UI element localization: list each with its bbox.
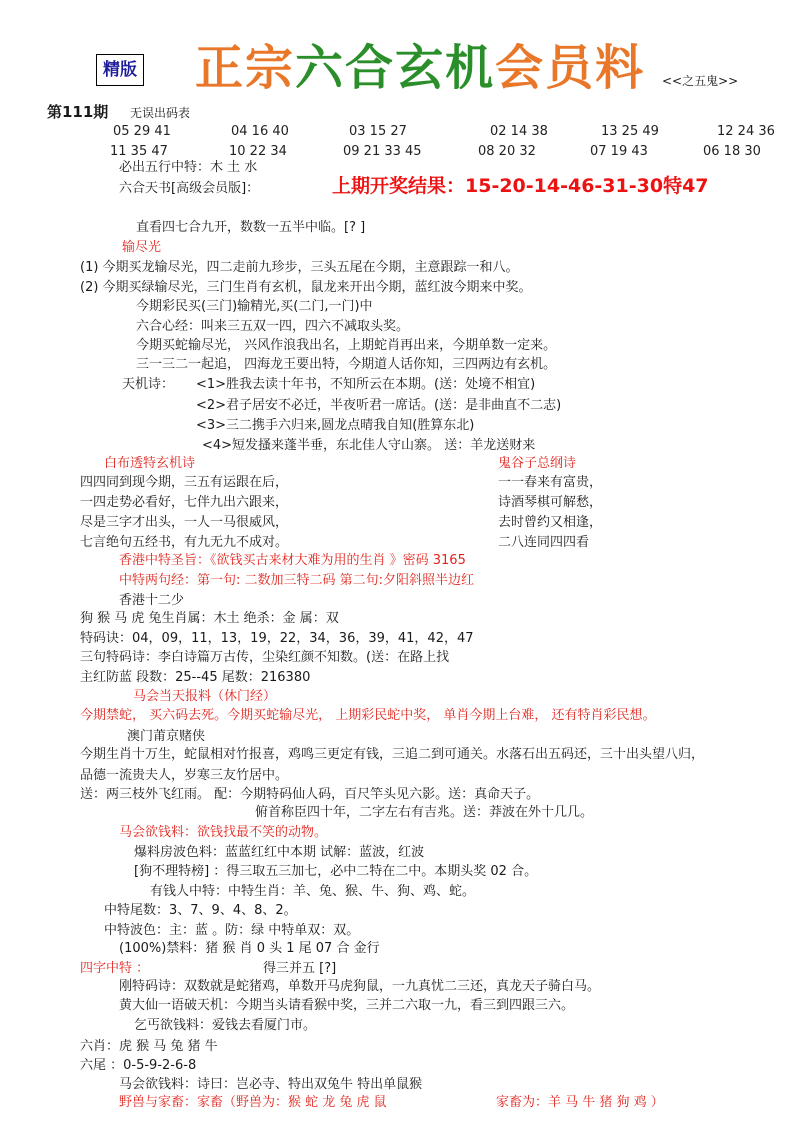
text-line: 六合心经：叫来三五双一四，四六不减取头奖。 bbox=[136, 319, 410, 334]
text-line: 俯首称臣四十年，二字左右有吉兆。送：莽波在外十几几。 bbox=[255, 805, 594, 820]
text-line: 六肖：虎 猴 马 兔 猪 牛 bbox=[80, 1039, 218, 1054]
title-char: 合 bbox=[345, 40, 396, 96]
subtitle: <<之五鬼>> bbox=[662, 74, 739, 88]
issue-number: 第111期 bbox=[47, 103, 109, 121]
text-line: 尽是三字才出头，一人一马很威风， bbox=[80, 515, 289, 530]
title-char: 玄 bbox=[395, 40, 446, 96]
text-line: 今期彩民买(三门)输精光,买(二门,一门)中 bbox=[136, 299, 373, 314]
text-line: 爆料房波色料：蓝蓝红红中本期 试解：蓝波，红波 bbox=[134, 845, 425, 860]
title-char: 机 bbox=[445, 40, 496, 96]
text-line: 品德一流贵夫人，岁寒三友竹居中。 bbox=[80, 768, 289, 783]
text-line: 有钱人中特：中特生肖：羊、兔、猴、牛、狗、鸡、蛇。 bbox=[150, 884, 476, 899]
text-line: 香港中特圣旨：《欲钱买古来材大难为用的生肖 》密码 3165 bbox=[119, 553, 466, 568]
text-line: 香港十二少 bbox=[119, 593, 185, 608]
text-line: 直看四七合九开，数数一五半中临。[? ] bbox=[136, 220, 366, 235]
number-cell: 09 21 33 45 bbox=[343, 144, 422, 159]
number-cell: 11 35 47 bbox=[110, 144, 168, 159]
number-cell: 04 16 40 bbox=[231, 124, 289, 139]
text-line: 三一三二一起追， 四海龙王要出特，今期道人话你知，三四两边有玄机。 bbox=[136, 357, 557, 372]
text-line: 必出五行中特：木 土 水 bbox=[119, 160, 258, 175]
text-line: 今期禁蛇， 买六码去死。今期买蛇输尽光， 上期彩民蛇中奖， 单肖今期上台难， 还有特肖彩民想。 bbox=[80, 708, 656, 723]
text-line: <2>君子居安不必迁，半夜听君一席话。(送：是非曲直不二志) bbox=[196, 398, 562, 413]
text-line: 天机诗： bbox=[122, 377, 175, 392]
text-line: 六尾 ：0-5-9-2-6-8 bbox=[80, 1058, 197, 1073]
badge: 精版 bbox=[96, 54, 144, 86]
text-line: 澳门莆京赌侠 bbox=[127, 729, 206, 744]
text-line: <4>短发搔来蓬半垂，东北佳人守山寨。 送：羊龙送财来 bbox=[202, 438, 536, 453]
text-line: 输尽光 bbox=[122, 240, 162, 255]
title-char: 料 bbox=[595, 40, 646, 96]
number-cell: 10 22 34 bbox=[229, 144, 287, 159]
text-line: 特码诀：04，09，11，13，19，22，34，36，39，41，42，47 bbox=[80, 631, 474, 646]
number-cell: 12 24 36 bbox=[717, 124, 775, 139]
title-char: 正 bbox=[195, 40, 246, 96]
text-line: 今期买蛇输尽光， 兴风作浪我出名，上期蛇肖再出来，今期单数一定来。 bbox=[136, 338, 557, 353]
text-line: 诗酒琴棋可解愁， bbox=[498, 495, 603, 510]
title-char: 宗 bbox=[245, 40, 296, 96]
text-line: <3>三二携手六归来,圆龙点晴我自知(胜算东北) bbox=[196, 418, 475, 433]
text-line: 一四走势必看好，七伴九出六跟来， bbox=[80, 495, 289, 510]
text-line: 乞丐欲钱料：爱钱去看厦门市。 bbox=[134, 1018, 317, 1033]
text-line: 黄大仙一语破天机：今期当头请看猴中奖，三并二六取一九，看三到四跟三六。 bbox=[119, 998, 575, 1013]
text-line: 六合天书[高级会员版]： bbox=[119, 181, 260, 196]
number-cell: 02 14 38 bbox=[490, 124, 548, 139]
number-cell: 13 25 49 bbox=[601, 124, 659, 139]
number-cell: 08 20 32 bbox=[478, 144, 536, 159]
no-miss-label: 无误出码表 bbox=[130, 106, 191, 120]
text-line: 马会欲钱料：欲钱找最不笑的动物。 bbox=[119, 825, 328, 840]
text-line: 四四同到现今期，三五有运跟在后， bbox=[80, 475, 289, 490]
text-line: 中特两句经：第一句: 二数加三特二码 第二句:夕阳斜照半边红 bbox=[119, 573, 475, 588]
text-line: 得三并五 [?] bbox=[263, 961, 337, 976]
title-char: 会 bbox=[495, 40, 546, 96]
text-line: 家畜为：羊 马 牛 猪 狗 鸡 ） bbox=[496, 1095, 664, 1110]
text-line: 野兽与家畜：家畜（野兽为：猴 蛇 龙 兔 虎 鼠 bbox=[119, 1095, 387, 1110]
text-line: 马会当天报料（休门经） bbox=[133, 689, 277, 704]
text-line: 中特尾数：3、7、9、4、8、2。 bbox=[104, 903, 297, 918]
number-cell: 07 19 43 bbox=[590, 144, 648, 159]
text-line: (100%)禁料：猪 猴 肖 0 头 1 尾 07 合 金行 bbox=[119, 941, 380, 956]
last-result: 上期开奖结果：15-20-14-46-31-30特47 bbox=[332, 175, 709, 197]
text-line: [狗不理特榜] ：得三取五三加七，必中二特在二中。本期头奖 02 合。 bbox=[134, 864, 538, 879]
text-line: 四字中特 ： bbox=[80, 961, 150, 976]
text-line: 送：两三枝外飞红雨。 配：今期特码仙人码，百尺竿头见六影。送：真命天子。 bbox=[80, 787, 540, 802]
number-cell: 06 18 30 bbox=[703, 144, 761, 159]
text-line: 刚特码诗：双数就是蛇猪鸡，单数开马虎狗鼠，一九真忧二三还，真龙天子骑白马。 bbox=[119, 979, 601, 994]
number-cell: 05 29 41 bbox=[113, 124, 171, 139]
text-line: 主红防蓝 段数：25--45 尾数：216380 bbox=[80, 670, 311, 685]
text-line: 去时曾约又相逢， bbox=[498, 515, 603, 530]
text-line: 今期生肖十万生，蛇鼠相对竹报喜，鸡鸣三更定有钱，三追二到可通关。水落石出五码还，三十出头望八归， bbox=[80, 747, 705, 762]
text-line: 一一春来有富贵， bbox=[498, 475, 603, 490]
number-cell: 03 15 27 bbox=[349, 124, 407, 139]
text-line: 中特波色：主：蓝 。防：绿 中特单双：双。 bbox=[104, 923, 360, 938]
text-line: 三句特码诗：李白诗篇万古传，尘染红颜不知数。(送：在路上找 bbox=[80, 650, 450, 665]
text-line: 七言绝句五经书，有九无九不成对。 bbox=[80, 535, 289, 550]
text-line: 马会欲钱料：诗曰：岂必寺、特出双兔牛 特出单鼠猴 bbox=[119, 1077, 423, 1092]
page-title bbox=[195, 40, 645, 96]
text-line: 鬼谷子总纲诗 bbox=[498, 456, 577, 471]
title-char: 员 bbox=[545, 40, 596, 96]
text-line: 二八连同四四看 bbox=[498, 535, 590, 550]
text-line: <1>胜我去读十年书，不知所云在本期。(送：处境不相宜) bbox=[196, 377, 536, 392]
title-char: 六 bbox=[295, 40, 346, 96]
text-line: 狗 猴 马 虎 兔生肖属：木土 绝杀：金 属：双 bbox=[80, 611, 339, 626]
text-line: 白布透特玄机诗 bbox=[104, 456, 196, 471]
text-line: (1) 今期买龙输尽光，四二走前九珍步，三头五尾在今期，主意跟踪一和八。 bbox=[80, 260, 519, 275]
text-line: (2) 今期买绿输尽光，三门生肖有玄机，鼠龙来开出今期，蓝红波今期来中奖。 bbox=[80, 280, 532, 295]
